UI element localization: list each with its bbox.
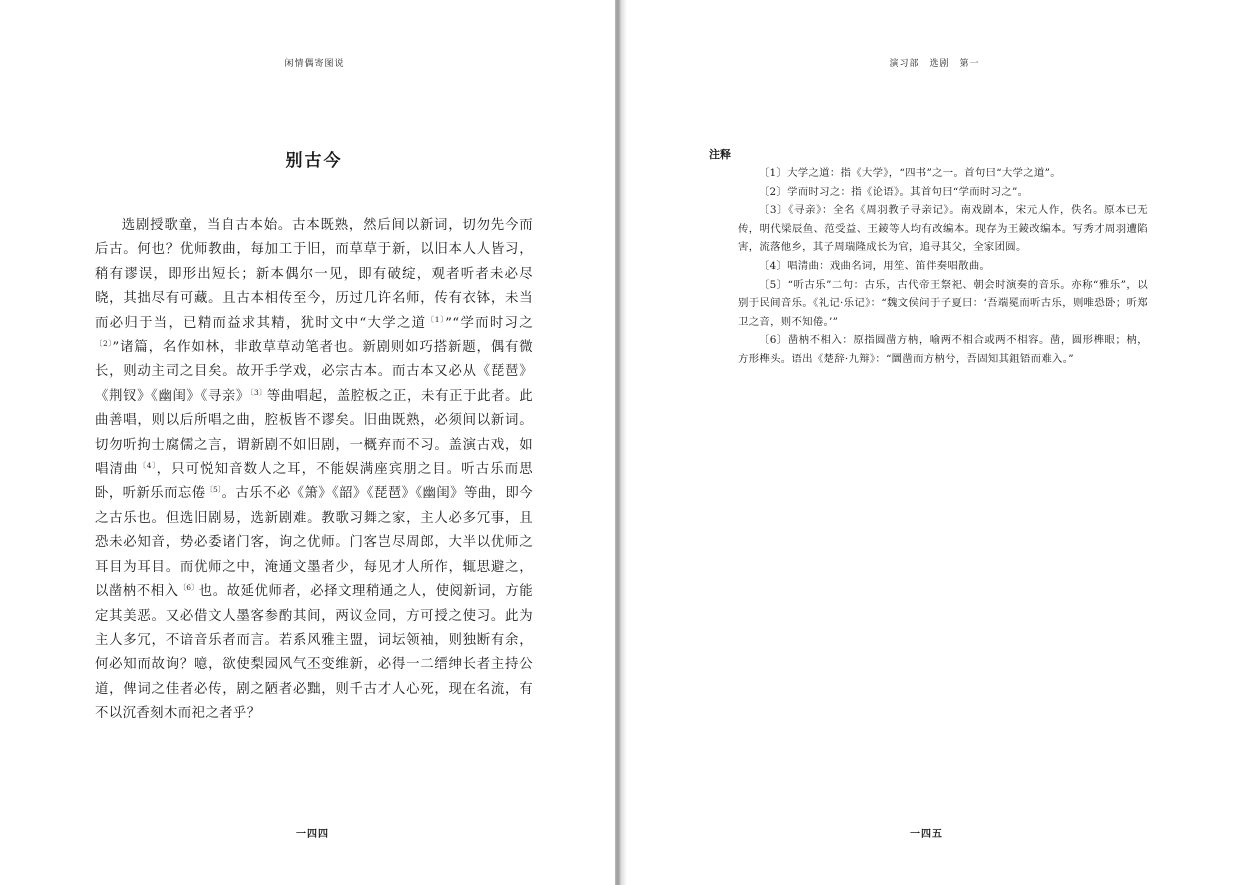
body-text-segment: ”“学而时习之 xyxy=(445,315,534,331)
note-item: 〔1〕大学之道：指《大学》，“四书”之一。首句曰“大学之道”。 xyxy=(758,167,1061,179)
page-number-right: 一四五 xyxy=(910,829,943,840)
notes-list xyxy=(738,164,1148,369)
body-paragraph xyxy=(95,214,533,727)
footnote-marker[interactable]: 〔5〕 xyxy=(205,485,222,495)
body-text-segment: ，只可悦知音数人之耳，不能娱满座宾朋之目。听古乐而思卧，听新乐而忘倦 xyxy=(95,462,533,502)
right-page xyxy=(626,0,1243,885)
body-text-segment: 。古乐不必《箫》《韶》《琵琶》《幽闺》等曲，即今之古乐也。但选旧剧易，选新剧难。教歌习舞之家，主人必多冗事，且恐未必知音，势必委诸门客，询之优师。门客岂尽周郎，大半以优师之耳目为耳目。而优师之中，淹通文墨者少，每见才人所作，辄思避之，以凿枘不相入 xyxy=(95,486,534,600)
body-text-segment: 等曲唱起，盖腔板之正，未有正于此者。此曲善唱，则以后所唱之曲，腔板皆不谬矣。旧曲既熟，必须间以新词。切勿听拘士腐儒之言，谓新剧不如旧剧，一概弃而不习。盖演古戏，如唱清曲 xyxy=(95,388,534,478)
running-head-left: 闲情偶寄图说 xyxy=(284,59,345,69)
body-text xyxy=(95,214,533,727)
body-text-segment: 选剧授歌童，当自古本始。古本既熟，然后间以新词，切勿先今而后古。何也？优师教曲，每加工于旧，而草草于新，以旧本人人皆习，稍有谬误，即形出短长；新本偶尔一见，即有破绽，观者听者未必尽晓，其拙尽有可藏。且古本相传至今，历过几许名师，传有衣钵，未当而必归于当，已精而益求其精，犹时文中“大学之道 xyxy=(95,218,533,331)
note-item: 〔6〕凿枘不相入：原指圆凿方枘，喻两不相合或两不相容。凿，圆形榫眼；枘，方形榫头。语出《楚辞·九辩》：“圜凿而方枘兮，吾固知其鉏铻而难入。” xyxy=(738,334,1148,365)
running-head-right: 演习部 选剧 第一 xyxy=(889,59,980,69)
chapter-title: 别古今 xyxy=(285,151,343,171)
note-item: 〔2〕学而时习之：指《论语》。其首句曰“学而时习之”。 xyxy=(758,185,1029,198)
page-number-left: 一四四 xyxy=(296,829,329,840)
notes-title: 注释 xyxy=(709,148,731,161)
left-page xyxy=(0,0,615,885)
note-item: 〔3〕《寻亲》：全名《周羽教子寻亲记》。南戏剧本，宋元人作，佚名。原本已无传，明代梁辰鱼、范受益、王錂等人均有改编本。现存为王錂改编本。写秀才周羽遭陷害，流落他乡，其子周瑞隆成长为官，追寻其父，全家团圆。 xyxy=(738,204,1148,254)
note-item: 〔4〕唱清曲：戏曲名词，用笙、笛伴奏唱散曲。 xyxy=(758,259,991,272)
footnote-marker[interactable]: 〔6〕 xyxy=(178,583,199,593)
footnote-marker[interactable]: 〔4〕 xyxy=(138,461,157,471)
note-item: 〔5〕“听古乐”二句：古乐，古代帝王祭祀、朝会时演奏的音乐。亦称“雅乐”，以别于民间音乐。《礼记·乐记》：“魏文侯问于子夏曰：‘吾端冕而听古乐，则唯恐卧；听郑卫之音，则不知倦。’” xyxy=(738,278,1148,328)
footnote-marker[interactable]: 〔2〕 xyxy=(95,339,113,349)
book-gutter xyxy=(615,0,626,885)
body-text-segment: 也。故延优师者，必择文理稍通之人，使阅新词，方能定其美恶。又必借文人墨客参酌其间，两议佥同，方可授之使习。此为主人多冗，不谙音乐者而言。若系风雅主盟，词坛领袖，则独断有余，何必知而故询？噫，欲使梨园风气丕变维新，必得一二缙绅长者主持公道，俾词之佳者必传，剧之陋者必黜，则千古才人心死，现在名流，有不以沉香刻木而祀之者乎？ xyxy=(95,584,533,722)
body-text-segment: ”诸篇，名作如林，非敢草草动笔者也。新剧则如巧搭新题，偶有微长，则动主司之目矣。故开手学戏，必宗古本。而古本又必从《琵琶》《荆钗》《幽闺》《寻亲》 xyxy=(95,340,534,404)
footnote-marker[interactable]: 〔1〕 xyxy=(426,314,446,324)
footnote-marker[interactable]: 〔3〕 xyxy=(249,387,267,397)
